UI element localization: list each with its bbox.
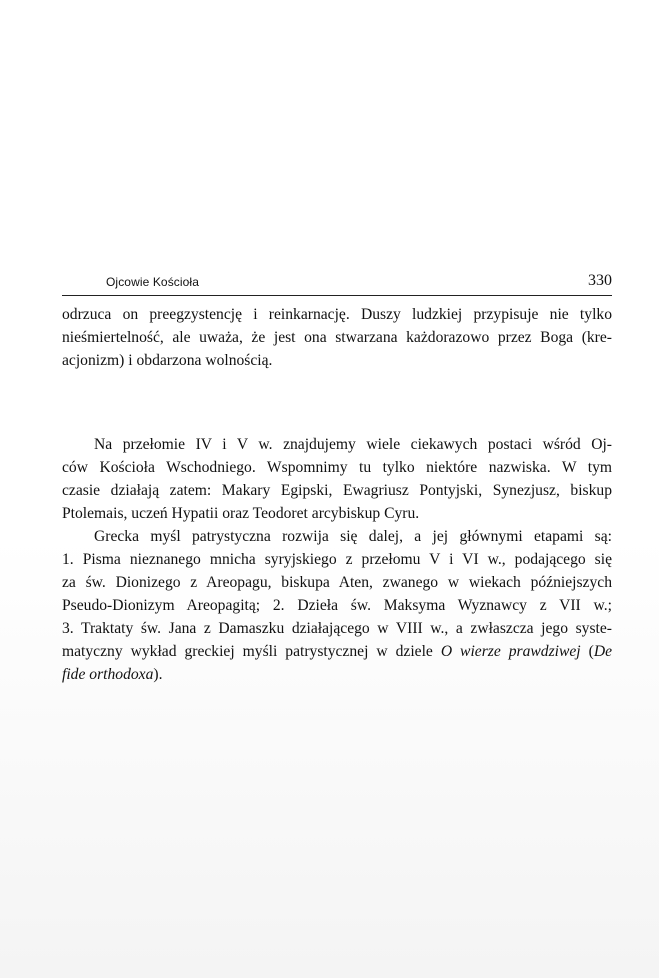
book-title: O wierze prawdziwej — [440, 643, 581, 660]
page-number: 330 — [588, 272, 612, 289]
text-line: Na przełomie IV i V w. znajdujemy wiele ciekawych postaci wśród Oj- — [94, 436, 612, 453]
paragraph-1 — [62, 303, 612, 372]
paragraph-2 — [62, 433, 612, 686]
text-line: za św. Dionizego z Areopagu, biskupa Aten, zwanego w wiekach późniejszych — [62, 574, 612, 591]
latin-title: De — [593, 643, 613, 660]
text-line: czasie działają zatem: Makary Egipski, Ewagriusz Pontyjski, Synezjusz, biskup — [62, 482, 612, 499]
text-line: nieśmiertelność, ale uważa, że jest ona stwarzana każdorazowo przez Boga (kre- — [62, 329, 612, 346]
text-line — [62, 663, 612, 686]
text-line: ców Kościoła Wschodniego. Wspomnimy tu tylko niektóre nazwiska. W tym — [62, 459, 612, 476]
page-header — [62, 272, 612, 296]
text-line: odrzuca on preegzystencję i reinkarnację. Duszy ludzkiej przypisuje nie tylko — [62, 306, 612, 323]
running-head: Ojcowie Kościoła — [106, 275, 199, 289]
text-line: Ptolemais, uczeń Hypatii oraz Teodoret arcybiskup Cyru. — [62, 505, 420, 522]
text-line: 1. Pisma nieznanego mnicha syryjskiego z przełomu V i VI w., podającego się — [62, 551, 612, 568]
text-line: 3. Traktaty św. Jana z Damaszku działającego w VIII w., a zwłaszcza jego syste- — [62, 620, 612, 637]
header-rule — [62, 295, 612, 296]
text-segment: matyczny wykład greckiej myśli patrystycznej w dziele — [62, 643, 441, 660]
text-line-with-title — [62, 640, 612, 663]
text-line: Grecka myśl patrystyczna rozwija się dalej, a jej głównymi etapami są: — [94, 528, 612, 545]
text-segment: ). — [153, 666, 163, 683]
text-line: Pseudo-Dionizym Areopagitą; 2. Dzieła św. Maksyma Wyznawcy z VII w.; — [62, 597, 612, 614]
text-line: acjonizm) i obdarzona wolnością. — [62, 352, 273, 369]
text-segment: ( — [580, 643, 594, 660]
latin-title: fide orthodoxa — [62, 666, 154, 683]
